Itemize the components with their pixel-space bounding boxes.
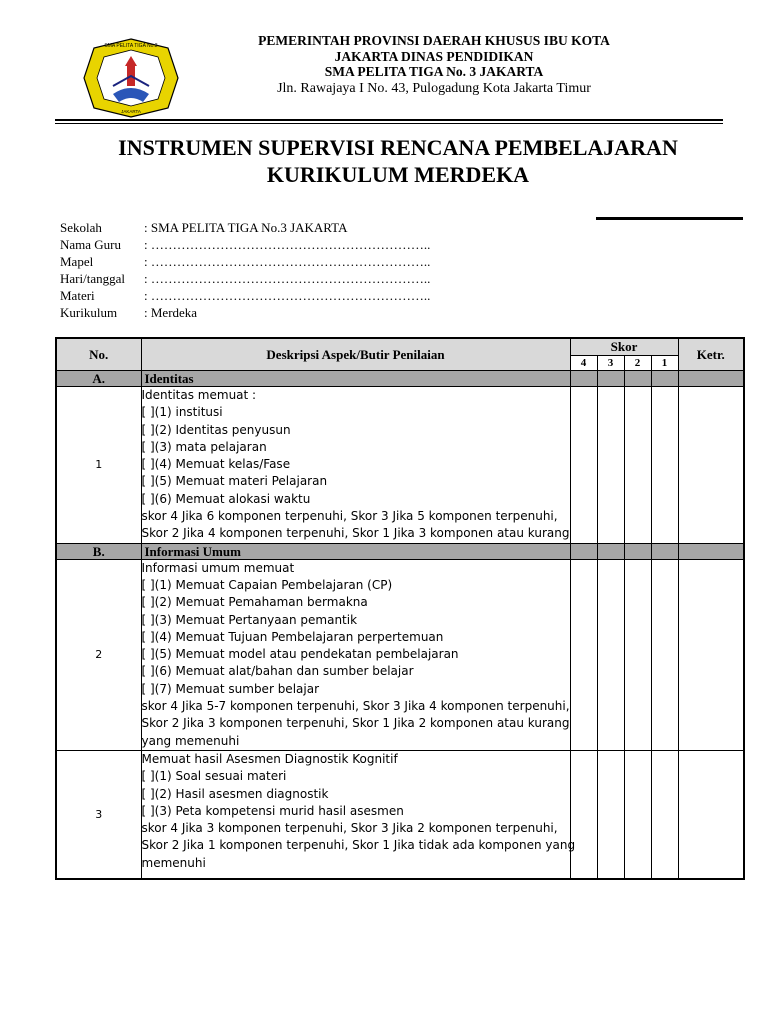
title-line-2: KURIKULUM MERDEKA: [266, 162, 530, 187]
info-row-sekolah: [60, 219, 430, 236]
row-line: [ ](3) mata pelajaran: [141, 439, 267, 454]
score-cell[interactable]: [570, 750, 597, 879]
row-line: Skor 2 Jika 1 komponen terpenuhi, Skor 1 Jika tidak ada komponen yang: [141, 838, 576, 853]
info-label: Kurikulum: [60, 305, 118, 320]
letterhead-line-3: SMA PELITA TIGA No. 3 JAKARTA: [324, 64, 544, 79]
score-cell[interactable]: [624, 750, 651, 879]
row-line: [ ](6) Memuat alokasi waktu: [141, 491, 311, 506]
header-score-3: 3: [597, 355, 624, 370]
score-cell[interactable]: [597, 750, 624, 879]
row-line: [ ](1) Soal sesuai materi: [141, 769, 287, 784]
letterhead-divider-thin: [55, 123, 723, 124]
score-cell[interactable]: [597, 559, 624, 750]
header-ketr: Ketr.: [678, 338, 744, 371]
school-logo: [83, 38, 179, 118]
info-value: : ………………………………………………………..: [144, 237, 431, 252]
info-row-kurikulum: [60, 304, 430, 321]
info-label: Materi: [60, 288, 95, 303]
row-number: 2: [56, 559, 141, 750]
row-line: [ ](2) Hasil asesmen diagnostik: [141, 786, 329, 801]
row-line: [ ](1) Memuat Capaian Pembelajaran (CP): [141, 577, 393, 592]
assessment-table: [55, 337, 745, 880]
score-cell[interactable]: [597, 387, 624, 544]
row-line: yang memenuhi: [141, 733, 240, 748]
info-value: : SMA PELITA TIGA No.3 JAKARTA: [144, 220, 348, 235]
header-no: No.: [56, 338, 141, 371]
ketr-cell[interactable]: [678, 750, 744, 879]
score-cell[interactable]: [570, 387, 597, 544]
row-line: [ ](7) Memuat sumber belajar: [141, 681, 319, 696]
info-label: Sekolah: [60, 220, 102, 235]
row-line: [ ](3) Peta kompetensi murid hasil asesmen: [141, 803, 404, 818]
section-code: B.: [56, 543, 141, 559]
logo-bottom-text: JAKARTA: [121, 109, 141, 114]
row-line: memenuhi: [141, 855, 206, 870]
header-description: Deskripsi Aspek/Butir Penilaian: [141, 338, 570, 371]
score-cell[interactable]: [624, 387, 651, 544]
ketr-cell[interactable]: [678, 387, 744, 544]
row-number: 1: [56, 387, 141, 544]
score-cell[interactable]: [651, 387, 678, 544]
row-line: [ ](5) Memuat materi Pelajaran: [141, 474, 328, 489]
header-score-4: 4: [570, 355, 597, 370]
row-line: Identitas memuat :: [141, 388, 257, 402]
table-row: [56, 387, 744, 544]
title-line-1: INSTRUMEN SUPERVISI RENCANA PEMBELAJARAN: [118, 135, 678, 160]
info-value: : ………………………………………………………..: [144, 271, 431, 286]
letterhead: [200, 33, 668, 97]
header-skor: Skor: [570, 338, 678, 355]
info-value: : Merdeka: [144, 305, 198, 320]
row-line: [ ](1) institusi: [141, 405, 223, 420]
row-description: [141, 750, 576, 879]
row-line: [ ](4) Memuat kelas/Fase: [141, 457, 291, 472]
info-row-mapel: [60, 253, 430, 270]
row-line: Informasi umum memuat: [141, 560, 295, 575]
row-line: [ ](6) Memuat alat/bahan dan sumber belajar: [141, 664, 414, 679]
row-line: Skor 2 Jika 3 komponen terpenuhi, Skor 1 Jika 2 komponen atau kurang: [141, 716, 570, 731]
info-row-nama-guru: [60, 236, 430, 253]
score-cell[interactable]: [651, 750, 678, 879]
row-line: Skor 2 Jika 4 komponen terpenuhi, Skor 1 Jika 3 komponen atau kurang: [141, 526, 570, 541]
info-row-materi: [60, 287, 430, 304]
row-description: [141, 387, 570, 544]
row-number: 3: [56, 750, 141, 879]
section-title: Identitas: [141, 371, 570, 387]
row-line: [ ](2) Memuat Pemahaman bermakna: [141, 595, 368, 610]
letterhead-line-2: JAKARTA DINAS PENDIDIKAN: [334, 48, 534, 64]
section-title: Informasi Umum: [141, 543, 570, 559]
info-label: Nama Guru: [60, 237, 122, 252]
info-block: [60, 219, 430, 321]
info-value: : ………………………………………………………..: [144, 288, 431, 303]
row-line: [ ](3) Memuat Pertanyaan pemantik: [141, 612, 358, 627]
info-row-hari-tanggal: [60, 270, 430, 287]
row-description: [141, 559, 570, 750]
table-row: [56, 750, 744, 879]
logo-text: SMA PELITA TIGA No.3: [104, 43, 158, 49]
signature-line: [596, 217, 743, 220]
row-line: skor 4 Jika 3 komponen terpenuhi, Skor 3 Jika 2 komponen terpenuhi,: [141, 821, 558, 836]
row-line: skor 4 Jika 6 komponen terpenuhi, Skor 3 Jika 5 komponen terpenuhi,: [141, 509, 558, 524]
section-row-b: [56, 543, 744, 559]
info-label: Hari/tanggal: [60, 271, 125, 286]
letterhead-divider: [55, 119, 723, 121]
score-cell[interactable]: [570, 559, 597, 750]
score-cell[interactable]: [651, 559, 678, 750]
score-cell[interactable]: [624, 559, 651, 750]
info-label: Mapel: [60, 254, 94, 269]
document-title: [40, 134, 756, 188]
header-score-2: 2: [624, 355, 651, 370]
row-line: skor 4 Jika 5-7 komponen terpenuhi, Skor 3 Jika 4 komponen terpenuhi,: [141, 699, 570, 714]
row-line: Memuat hasil Asesmen Diagnostik Kognitif: [141, 751, 398, 766]
section-code: A.: [56, 371, 141, 387]
header-score-1: 1: [651, 355, 678, 370]
info-value: : ………………………………………………………..: [144, 254, 431, 269]
letterhead-line-1: PEMERINTAH PROVINSI DAERAH KHUSUS IBU KOTA: [258, 33, 610, 48]
row-line: [ ](4) Memuat Tujuan Pembelajaran perpertemuan: [141, 629, 444, 644]
ketr-cell[interactable]: [678, 559, 744, 750]
letterhead-address: Jln. Rawajaya I No. 43, Pulogadung Kota Jakarta Timur: [277, 80, 591, 96]
section-row-a: [56, 371, 744, 387]
table-row: [56, 559, 744, 750]
row-line: [ ](2) Identitas penyusun: [141, 422, 291, 437]
row-line: [ ](5) Memuat model atau pendekatan pembelajaran: [141, 647, 459, 662]
